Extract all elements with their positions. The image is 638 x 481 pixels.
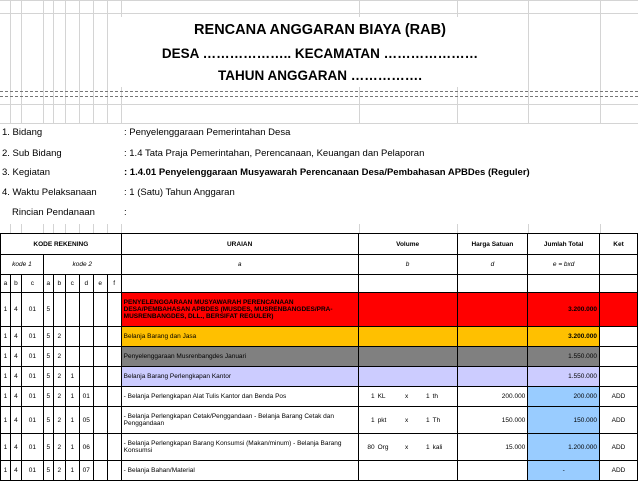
kode-cell: 1 bbox=[1, 434, 11, 461]
volume-cell bbox=[358, 293, 457, 327]
kode-cell: 2 bbox=[53, 327, 65, 347]
volume-cell bbox=[358, 367, 457, 387]
kode-cell: 5 bbox=[43, 407, 53, 434]
kode-cell: 1 bbox=[1, 387, 11, 407]
volume-cell bbox=[358, 461, 457, 481]
letter-cell: f bbox=[107, 275, 121, 293]
volume-part: Th bbox=[432, 416, 441, 424]
kode-cell: 01 bbox=[21, 434, 43, 461]
kode-cell bbox=[93, 327, 107, 347]
letter-cell: a bbox=[43, 275, 53, 293]
kode-cell: 5 bbox=[43, 327, 53, 347]
volume-part: x bbox=[404, 416, 409, 424]
kode-cell bbox=[53, 293, 65, 327]
kode-cell bbox=[93, 407, 107, 434]
volume-part: kali bbox=[432, 443, 443, 451]
kode-cell: 4 bbox=[10, 367, 21, 387]
subheader-kode-1: kode 1 bbox=[1, 255, 44, 275]
kode-cell: 4 bbox=[10, 293, 21, 327]
kode-cell bbox=[79, 293, 93, 327]
volume-part: 1 bbox=[425, 393, 430, 400]
kode-cell: 06 bbox=[79, 434, 93, 461]
header-uraian: URAIAN bbox=[121, 234, 358, 255]
volume-cell bbox=[358, 434, 457, 461]
kode-cell: 01 bbox=[21, 407, 43, 434]
jumlah-total-cell: 1.550.000 bbox=[528, 367, 600, 387]
ket-cell bbox=[600, 327, 638, 347]
tahun-anggaran-line: TAHUN ANGGARAN ……………. bbox=[218, 68, 422, 83]
subheader-kode-2: kode 2 bbox=[43, 255, 121, 275]
uraian-cell: - Belanja Perlengkapan Alat Tulis Kantor dan Benda Pos bbox=[121, 387, 358, 407]
info-label-sub-bidang: 2. Sub Bidang bbox=[2, 148, 62, 159]
kode-cell: 4 bbox=[10, 327, 21, 347]
kode-cell bbox=[107, 327, 121, 347]
table-row bbox=[1, 461, 638, 481]
ket-cell: ADD bbox=[600, 387, 638, 407]
kode-cell bbox=[107, 461, 121, 481]
kode-cell: 01 bbox=[21, 461, 43, 481]
info-label-waktu: 4. Waktu Pelaksanaan bbox=[2, 187, 97, 198]
table-header-row bbox=[1, 234, 638, 255]
kode-cell bbox=[93, 461, 107, 481]
kode-cell: 1 bbox=[1, 327, 11, 347]
kode-cell bbox=[93, 367, 107, 387]
kode-cell: 2 bbox=[53, 407, 65, 434]
harga-satuan-cell: 150.000 bbox=[457, 407, 528, 434]
kode-cell bbox=[107, 347, 121, 367]
info-value-bidang: : Penyelenggaraan Pemerintahan Desa bbox=[124, 127, 291, 138]
kode-cell: 1 bbox=[65, 367, 79, 387]
kode-cell bbox=[79, 327, 93, 347]
letter-cell: b bbox=[53, 275, 65, 293]
kode-cell: 5 bbox=[43, 434, 53, 461]
kode-cell: 4 bbox=[10, 461, 21, 481]
header-kode-rekening: KODE REKENING bbox=[1, 234, 122, 255]
kode-cell: 07 bbox=[79, 461, 93, 481]
table-row bbox=[1, 367, 638, 387]
kode-cell: 5 bbox=[43, 461, 53, 481]
uraian-cell: Belanja Barang dan Jasa bbox=[121, 327, 358, 347]
info-value-kegiatan: : 1.4.01 Penyelenggaraan Musyawarah Perencanaan Desa/Pembahasan APBDes (Reguler) bbox=[124, 167, 530, 178]
kode-cell: 4 bbox=[10, 387, 21, 407]
kode-cell: 2 bbox=[53, 367, 65, 387]
letter-cell: c bbox=[65, 275, 79, 293]
table-row bbox=[1, 347, 638, 367]
header-ket: Ket bbox=[600, 234, 638, 255]
kode-cell bbox=[65, 293, 79, 327]
harga-satuan-cell bbox=[457, 327, 528, 347]
jumlah-total-cell: - bbox=[528, 461, 600, 481]
kode-cell: 5 bbox=[43, 367, 53, 387]
jumlah-total-cell: 1.200.000 bbox=[528, 434, 600, 461]
volume-cell bbox=[358, 407, 457, 434]
info-label-kegiatan: 3. Kegiatan bbox=[2, 167, 51, 178]
kode-cell: 01 bbox=[21, 347, 43, 367]
info-value-waktu: : 1 (Satu) Tahun Anggaran bbox=[124, 187, 235, 198]
kode-cell: 01 bbox=[21, 367, 43, 387]
info-value-sub-bidang: : 1.4 Tata Praja Pemerintahan, Perencanaan, Keuangan dan Pelaporan bbox=[124, 148, 425, 159]
table-letter-row bbox=[1, 275, 638, 293]
info-label-rincian: Rincian Pendanaan bbox=[12, 207, 95, 218]
volume-cell bbox=[358, 387, 457, 407]
table-row bbox=[1, 293, 638, 327]
jumlah-total-cell: 3.200.000 bbox=[528, 327, 600, 347]
subheader-b: b bbox=[358, 255, 457, 275]
kode-cell bbox=[107, 434, 121, 461]
letter-cell: a bbox=[1, 275, 11, 293]
ket-cell bbox=[600, 293, 638, 327]
subheader-a: a bbox=[121, 255, 358, 275]
volume-part: th bbox=[432, 393, 439, 400]
kode-cell: 1 bbox=[1, 367, 11, 387]
uraian-cell: - Belanja Perlengkapan Barang Konsumsi (Makan/minum) - Belanja Barang Konsumsi bbox=[121, 434, 358, 461]
volume-part: Org bbox=[377, 443, 389, 451]
kode-cell: 1 bbox=[1, 293, 11, 327]
kode-cell: 2 bbox=[53, 347, 65, 367]
kode-cell bbox=[65, 347, 79, 367]
volume-part: pkt bbox=[377, 416, 387, 424]
table-row bbox=[1, 387, 638, 407]
kode-cell: 01 bbox=[79, 387, 93, 407]
kode-cell: 1 bbox=[1, 407, 11, 434]
ket-cell bbox=[600, 367, 638, 387]
harga-satuan-cell bbox=[457, 367, 528, 387]
kode-cell: 01 bbox=[21, 293, 43, 327]
kode-cell: 1 bbox=[65, 461, 79, 481]
kode-cell: 4 bbox=[10, 434, 21, 461]
rab-table bbox=[0, 233, 638, 481]
uraian-cell: Penyelenggaraan Musrenbangdes Januari bbox=[121, 347, 358, 367]
kode-cell bbox=[93, 347, 107, 367]
kode-cell bbox=[107, 407, 121, 434]
jumlah-total-cell: 3.200.000 bbox=[528, 293, 600, 327]
volume-part: 80 bbox=[367, 443, 375, 451]
harga-satuan-cell bbox=[457, 347, 528, 367]
kode-cell bbox=[93, 293, 107, 327]
uraian-cell: - Belanja Perlengkapan Cetak/Penggandaan - Belanja Barang Cetak dan Penggandaan bbox=[121, 407, 358, 434]
uraian-cell: PENYELENGGARAAN MUSYAWARAH PERENCANAAN DESA/PEMBAHASAN APBDES (MUSDES, MUSRENBANGDES/PRA-MUSRENBANGDES, DLL., BERSIFAT REGULER) bbox=[121, 293, 358, 327]
kode-cell: 2 bbox=[53, 461, 65, 481]
kode-cell: 01 bbox=[21, 327, 43, 347]
kode-cell: 4 bbox=[10, 407, 21, 434]
ket-cell: ADD bbox=[600, 407, 638, 434]
letter-cell: d bbox=[79, 275, 93, 293]
jumlah-total-cell: 200.000 bbox=[528, 387, 600, 407]
letter-cell: e bbox=[93, 275, 107, 293]
header-harga-satuan: Harga Satuan bbox=[457, 234, 528, 255]
volume-part: 1 bbox=[425, 416, 430, 424]
ket-cell bbox=[600, 347, 638, 367]
subheader-d: d bbox=[457, 255, 528, 275]
kode-cell: 05 bbox=[79, 407, 93, 434]
table-row bbox=[1, 407, 638, 434]
kode-cell: 1 bbox=[65, 387, 79, 407]
kode-cell: 5 bbox=[43, 347, 53, 367]
kode-cell: 2 bbox=[53, 387, 65, 407]
table-row bbox=[1, 434, 638, 461]
kode-cell bbox=[107, 387, 121, 407]
kode-cell: 1 bbox=[1, 347, 11, 367]
volume-cell bbox=[358, 327, 457, 347]
volume-cell bbox=[358, 347, 457, 367]
kode-cell bbox=[107, 293, 121, 327]
volume-part: 1 bbox=[370, 416, 375, 424]
info-label-bidang: 1. Bidang bbox=[2, 127, 43, 138]
letter-cell: c bbox=[21, 275, 43, 293]
subheader-e: e = bxd bbox=[528, 255, 600, 275]
kode-cell bbox=[65, 327, 79, 347]
kode-cell: 1 bbox=[65, 407, 79, 434]
kode-cell bbox=[93, 434, 107, 461]
letter-cell: b bbox=[10, 275, 21, 293]
kode-cell: 2 bbox=[53, 434, 65, 461]
kode-cell bbox=[107, 367, 121, 387]
kode-cell: 01 bbox=[21, 387, 43, 407]
info-value-rincian: : bbox=[124, 207, 127, 218]
uraian-cell: Belanja Barang Perlengkapan Kantor bbox=[121, 367, 358, 387]
harga-satuan-cell bbox=[457, 461, 528, 481]
jumlah-total-cell: 1.550.000 bbox=[528, 347, 600, 367]
document-title: RENCANA ANGGARAN BIAYA (RAB) bbox=[194, 22, 446, 38]
ket-cell: ADD bbox=[600, 434, 638, 461]
harga-satuan-cell: 15.000 bbox=[457, 434, 528, 461]
uraian-cell: - Belanja Bahan/Material bbox=[121, 461, 358, 481]
kode-cell: 1 bbox=[1, 461, 11, 481]
header-jumlah-total: Jumlah Total bbox=[528, 234, 600, 255]
desa-kecamatan-line: DESA ……………….. KECAMATAN ………………… bbox=[161, 46, 479, 61]
kode-cell bbox=[79, 347, 93, 367]
kode-cell bbox=[79, 367, 93, 387]
volume-part: KL bbox=[377, 393, 386, 400]
table-subheader-row bbox=[1, 255, 638, 275]
ket-cell: ADD bbox=[600, 461, 638, 481]
kode-cell: 1 bbox=[65, 434, 79, 461]
table-row bbox=[1, 327, 638, 347]
harga-satuan-cell bbox=[457, 293, 528, 327]
kode-cell: 5 bbox=[43, 387, 53, 407]
volume-part: x bbox=[404, 443, 409, 451]
kode-cell: 5 bbox=[43, 293, 53, 327]
jumlah-total-cell: 150.000 bbox=[528, 407, 600, 434]
kode-cell bbox=[93, 387, 107, 407]
volume-part: x bbox=[404, 393, 409, 400]
volume-part: 1 bbox=[370, 393, 375, 400]
kode-cell: 4 bbox=[10, 347, 21, 367]
header-volume: Volume bbox=[358, 234, 457, 255]
harga-satuan-cell: 200.000 bbox=[457, 387, 528, 407]
volume-part: 1 bbox=[425, 443, 430, 451]
